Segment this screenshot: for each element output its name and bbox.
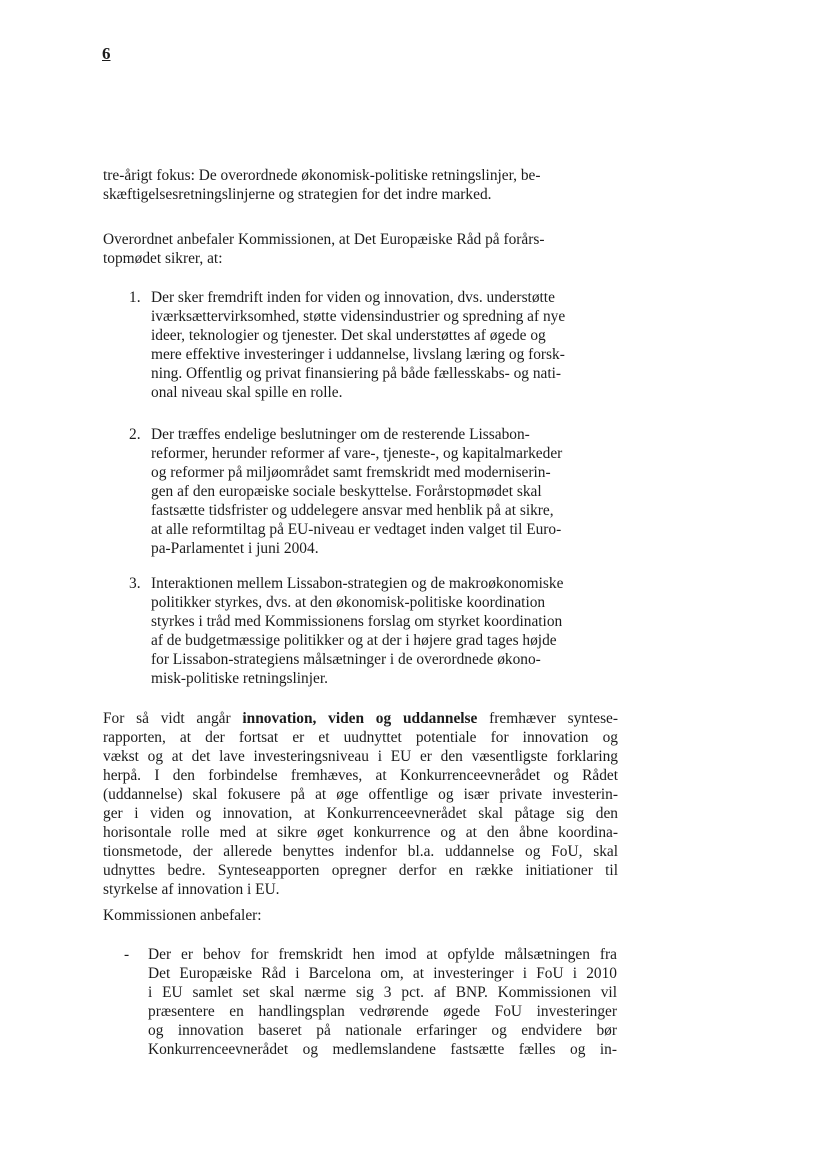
recommendation-intro-paragraph [103,230,545,268]
paragraph-line: tre-årigt fokus: De overordnede økonomisk-politiske retningslinjer, be- [103,167,541,184]
list-item-line: i EU samlet set skal nærme sig 3 pct. af BNP. Kommissionen vil [148,984,617,1001]
paragraph-line: topmødet sikrer, at: [103,250,223,267]
paragraph-line [103,709,618,728]
list-item-line: gen af den europæiske sociale beskyttelse. Forårstopmødet skal [151,483,542,500]
list-item-line: iværksættervirksomhed, støtte vidensindustrier og spredning af nye [151,308,566,325]
paragraph-line: skæftigelsesretningslinjerne og strategien for det indre marked. [103,186,492,203]
page-number: 6 [102,44,111,63]
list-item-line: ideer, teknologier og tjenester. Det skal understøttes af øgede og [151,327,546,344]
list-item-line: præsentere en handlingsplan vedrørende øgede FoU investeringer [148,1003,617,1020]
list-item-number: 2. [129,426,141,443]
numbered-list-item-1 [151,288,565,402]
bold-topic: innovation, viden og uddannelse [242,710,478,727]
list-item-line: mere effektive investeringer i uddannelse, livslang læring og forsk- [151,346,565,363]
list-item-line: af de budgetmæssige politikker og at der i højere grad tages højde [151,632,557,649]
list-item-line: reformer, herunder reformer af vare-, tjeneste-, og kapitalmarkeder [151,445,563,462]
paragraph-line: tionsmetode, der allerede benyttes indenfor bl.a. uddannelse og FoU, skal [103,843,618,860]
list-item-line: for Lissabon-strategiens målsætninger i de overordnede økono- [151,651,541,668]
list-item-line: Det Europæiske Råd i Barcelona om, at investeringer i FoU i 2010 [148,965,617,982]
list-item-number: 3. [129,575,141,592]
list-item-line: pa-Parlamentet i juni 2004. [151,540,319,557]
list-item-line: politikker styrkes, dvs. at den økonomisk-politiske koordination [151,594,546,611]
list-dash-marker: - [124,946,130,963]
paragraph-line: (uddannelse) skal fokusere på at øge offentlige og især private investerin- [103,786,618,803]
intro-continuation-paragraph [103,166,540,204]
commission-recommends-heading: Kommissionen anbefaler: [103,907,262,924]
paragraph-line: herpå. I den forbindelse fremhæves, at Konkurrenceevnerådet og Rådet [103,767,618,784]
list-item-line: misk-politiske retningslinjer. [151,670,328,687]
dash-list-item [148,945,617,1059]
list-item-line: at alle reformtiltag på EU-niveau er vedtaget inden valget til Euro- [151,521,562,538]
paragraph-line: horisontale rolle med at sikre øget konkurrence og at den åbne koordina- [103,824,618,841]
paragraph-line: ger i viden og innovation, at Konkurrenceevnerådet skal påtage sig den [103,805,618,822]
list-item-line: Konkurrenceevnerådet og medlemslandene fastsætte fælles og in- [148,1041,617,1058]
paragraph-text: For så vidt angår [103,710,243,727]
list-item-line: og reformer på miljøområdet samt fremskridt med moderniserin- [151,464,551,481]
list-item-line: Der sker fremdrift inden for viden og innovation, dvs. understøtte [151,289,555,306]
list-item-line: onal niveau skal spille en rolle. [151,384,343,401]
paragraph-line: vækst og at det lave investeringsniveau i EU er den væsentligste forklaring [103,748,618,765]
innovation-paragraph [103,709,618,899]
list-item-line: og innovation baseret på nationale erfaringer og endvidere bør [148,1022,617,1039]
paragraph-line: Overordnet anbefaler Kommissionen, at Det Europæiske Råd på forårs- [103,231,545,248]
list-item-line: Der er behov for fremskridt hen imod at opfylde målsætningen fra [148,946,617,963]
numbered-list-item-3 [151,574,563,688]
list-item-line: styrkes i tråd med Kommissionens forslag om styrket koordination [151,613,563,630]
list-item-number: 1. [129,289,141,306]
numbered-list-item-2 [151,425,562,558]
paragraph-line: rapporten, at der fortsat er et uudnyttet potentiale for innovation og [103,729,618,746]
paragraph-line: styrkelse af innovation i EU. [103,881,280,898]
list-item-line: fastsætte tidsfrister og uddelegere ansvar med henblik på at sikre, [151,502,554,519]
list-item-line: Der træffes endelige beslutninger om de resterende Lissabon- [151,426,530,443]
paragraph-line: udnyttes bedre. Synteseapporten opregner derfor en række initiationer til [103,862,618,879]
list-item-line: Interaktionen mellem Lissabon-strategien og de makroøkonomiske [151,575,564,592]
list-item-line: ning. Offentlig og privat finansiering på både fællesskabs- og nati- [151,365,562,382]
paragraph-text: fremhæver syntese- [477,710,619,727]
